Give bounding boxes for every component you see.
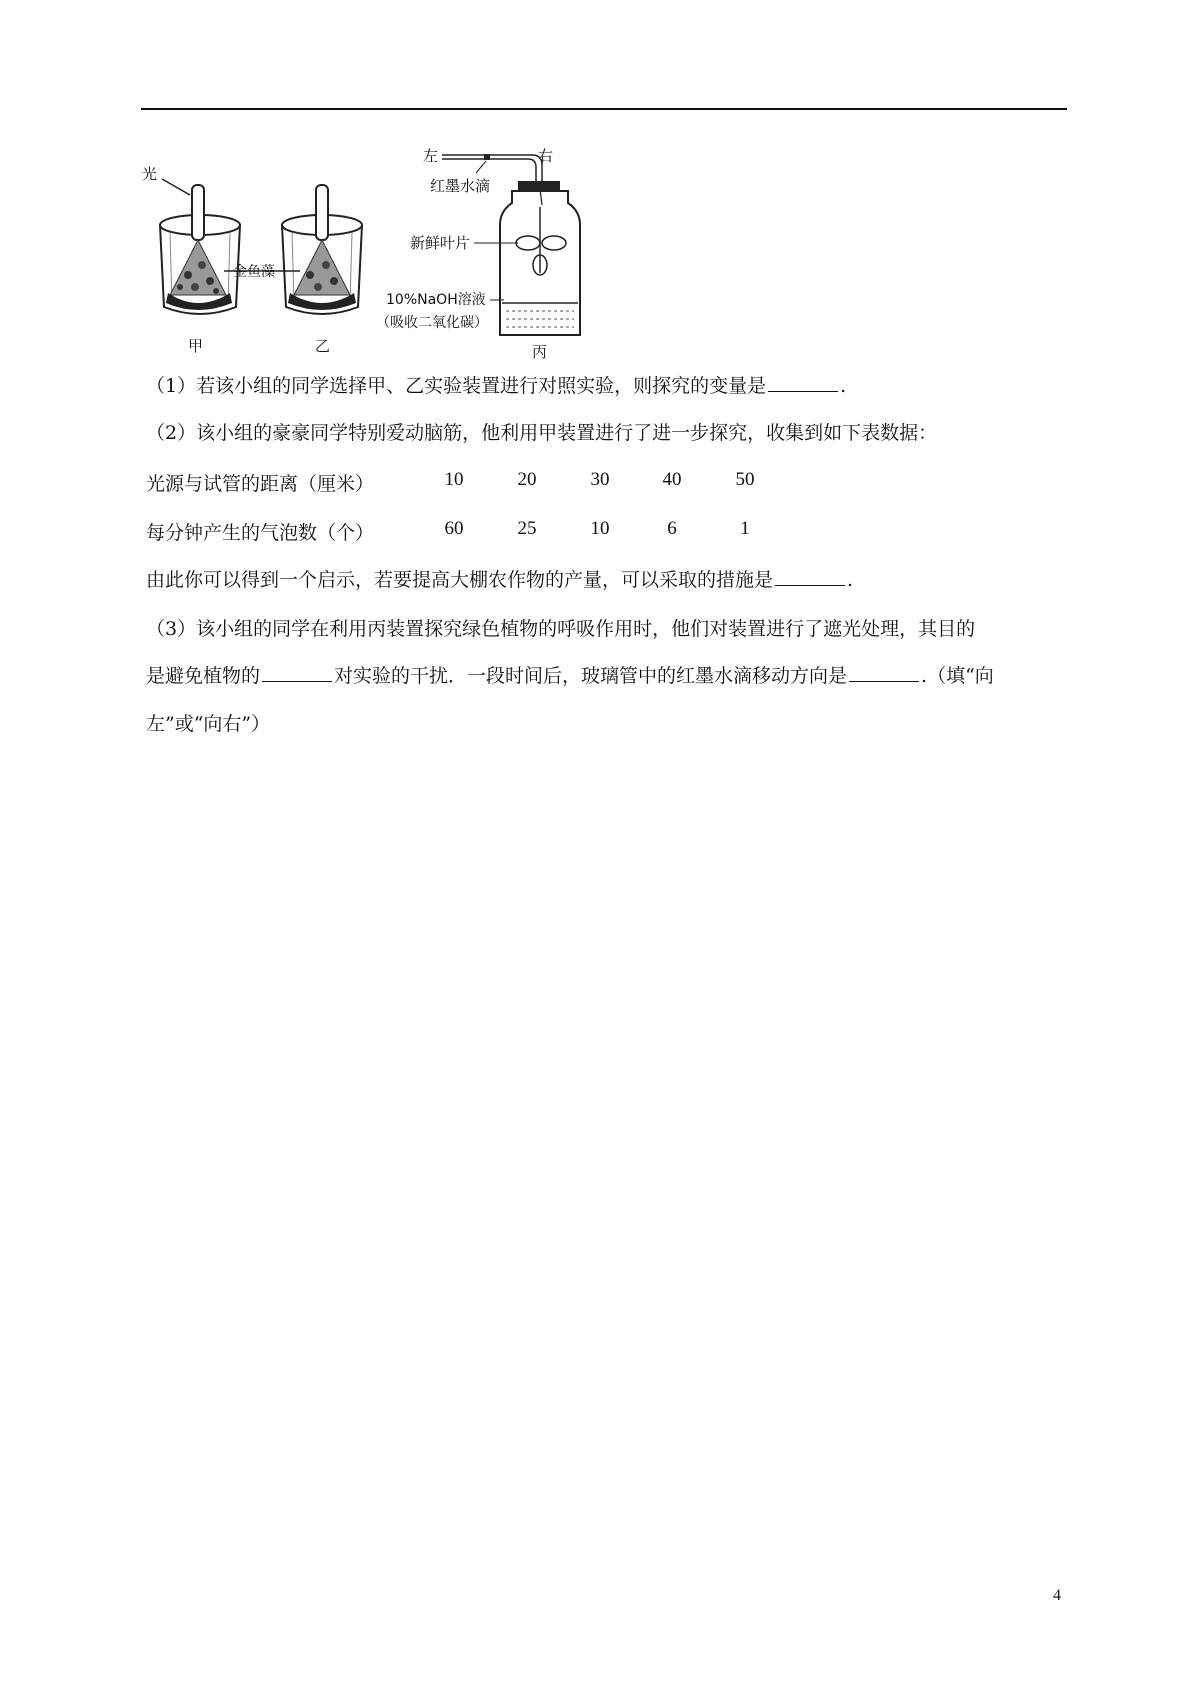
- question-3-text: 是避免植物的: [146, 665, 261, 687]
- question-2-text: （2）该小组的豪豪同学特别爱动脑筋，他利用甲装置进行了进一步探究，收集到如下表数据：: [146, 422, 938, 444]
- table-cell: 1: [740, 518, 750, 539]
- table-cell: 30: [590, 469, 610, 490]
- table-cell: 10: [590, 518, 610, 539]
- right-label: 右: [538, 147, 554, 165]
- header-rule: [141, 108, 1067, 110]
- question-3-text: 左”或“向右”）: [146, 713, 271, 735]
- bing-label: 丙: [532, 343, 548, 361]
- goldfish-weed-label: 金鱼藻: [233, 264, 275, 280]
- answer-blank-3[interactable]: [262, 663, 332, 682]
- table-cell: 50: [735, 469, 755, 490]
- experiment-figure: [140, 145, 640, 365]
- jia-label: 甲: [188, 337, 204, 355]
- question-3-line-3: [146, 711, 270, 737]
- answer-blank-1[interactable]: [768, 373, 838, 392]
- answer-blank-4[interactable]: [849, 663, 919, 682]
- ink-drop-label: 红墨水滴: [430, 177, 491, 195]
- left-label: 左: [423, 147, 439, 165]
- page-number: 4: [1053, 1587, 1061, 1604]
- answer-blank-2[interactable]: [775, 567, 845, 586]
- experiment-apparatus-diagram: [140, 145, 640, 365]
- yi-label: 乙: [315, 337, 331, 355]
- light-label: 光: [142, 165, 158, 183]
- table-row-1-label: 光源与试管的距离（厘米）: [146, 473, 375, 495]
- naoh-label: 10%NaOH溶液: [386, 292, 486, 308]
- apparatus-jia: [160, 179, 240, 314]
- table-cell: 60: [444, 518, 464, 539]
- table-cell: 10: [444, 469, 464, 490]
- question-2: [146, 420, 937, 446]
- question-3-text: 对实验的干扰．一段时间后，玻璃管中的红墨水滴移动方向是: [334, 665, 848, 687]
- question-3-text: （3）该小组的同学在利用丙装置探究绿色植物的呼吸作用时，他们对装置进行了遮光处理，其目的: [146, 618, 976, 640]
- table-cell: 40: [662, 469, 682, 490]
- question-2-follow-text: 由此你可以得到一个启示，若要提高大棚农作物的产量，可以采取的措施是: [146, 569, 774, 591]
- question-1-text: （1）若该小组的同学选择甲、乙实验装置进行对照实验，则探究的变量是: [146, 375, 767, 397]
- apparatus-yi: [282, 185, 362, 314]
- question-1: [146, 373, 846, 399]
- question-3-line-1: [146, 616, 975, 642]
- table-cell: 6: [667, 518, 677, 539]
- table-cell: 20: [517, 469, 537, 490]
- question-3-text: .（填“向: [921, 665, 994, 687]
- table-row-2-label: 每分钟产生的气泡数（个）: [146, 522, 375, 544]
- naoh-note: （吸收二氧化碳）: [376, 315, 488, 331]
- leaf-label: 新鲜叶片: [410, 234, 471, 252]
- question-2-follow: [146, 567, 853, 593]
- question-2-end: .: [847, 569, 854, 591]
- question-1-end: .: [840, 375, 847, 397]
- table-cell: 25: [517, 518, 537, 539]
- question-3-line-2: [146, 663, 994, 689]
